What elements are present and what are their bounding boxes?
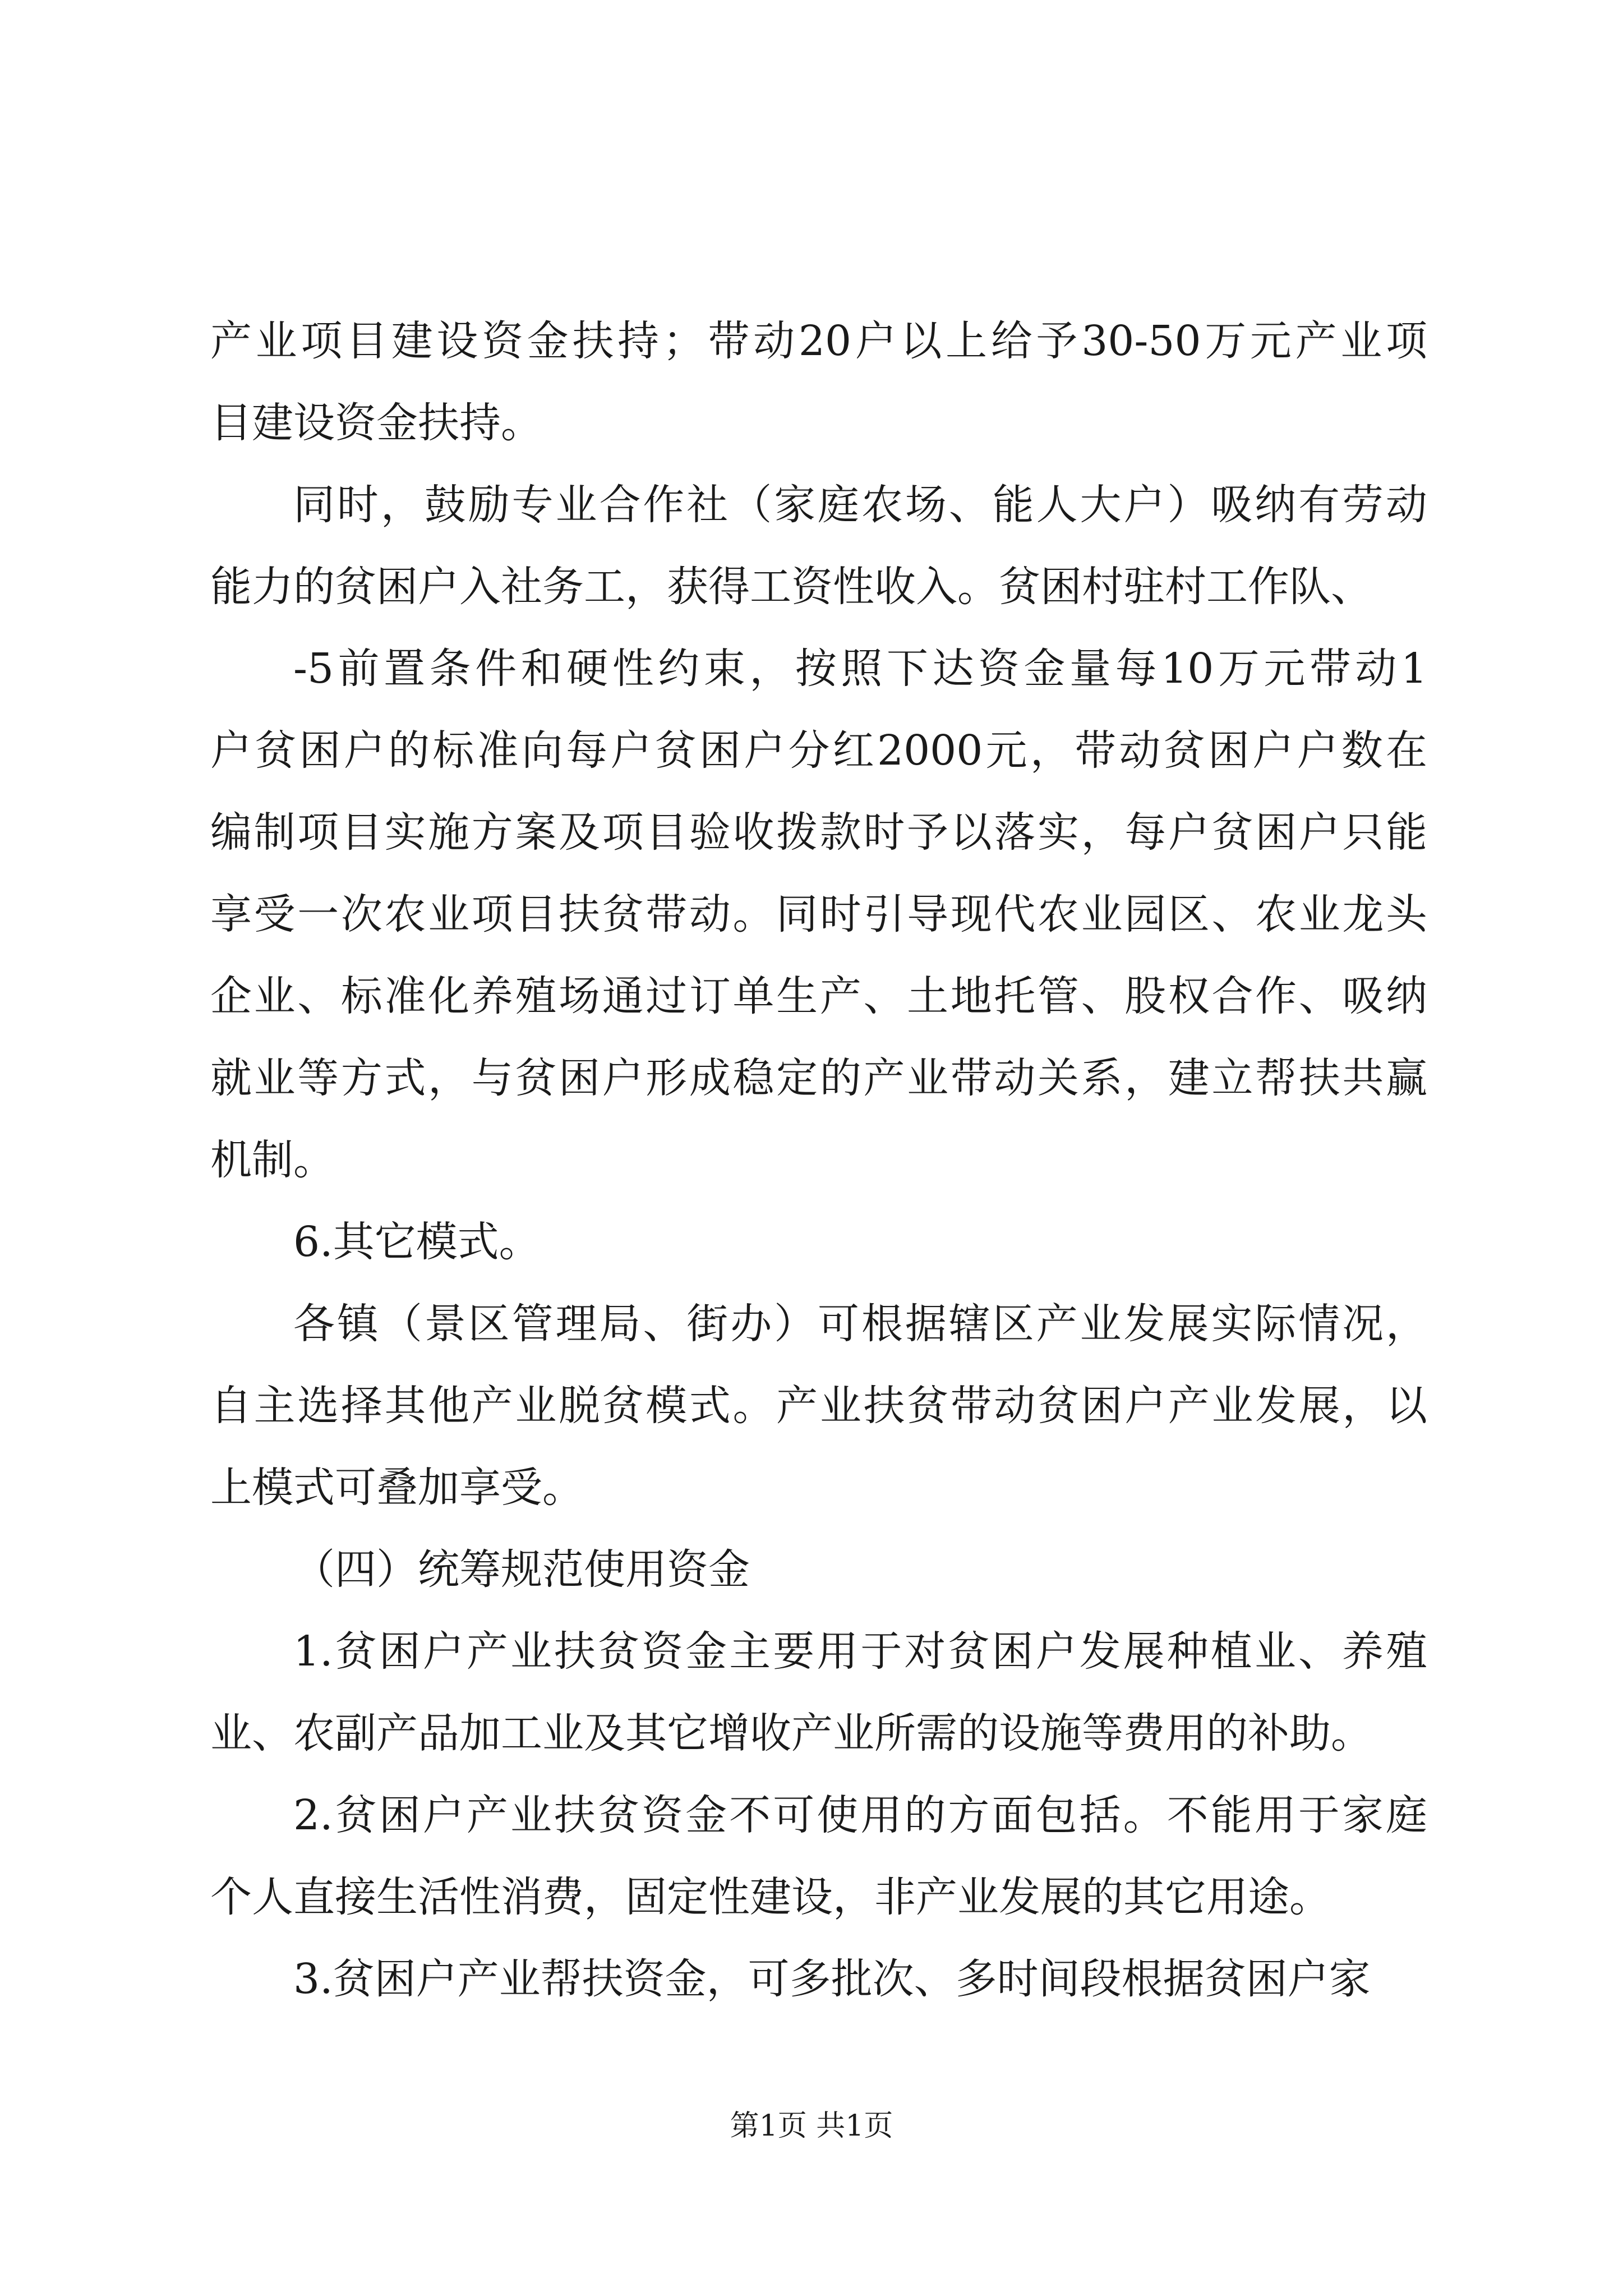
paragraph xyxy=(210,1283,1427,1529)
text-line: 机制。 xyxy=(210,1136,335,1184)
text-line: 6.其它模式。 xyxy=(293,1218,541,1266)
text-line: 能力的贫困户入社务工，获得工资性收入。贫困村驻村工作队、 xyxy=(210,563,1372,611)
text-line: 自主选择其他产业脱贫模式。产业扶贫带动贫困户产业发展，以 xyxy=(210,1382,1427,1430)
paragraph xyxy=(210,300,1427,464)
text-line: 编制项目实施方案及项目验收拨款时予以落实，每户贫困户只能 xyxy=(210,808,1427,857)
text-line: 业、农副产品加工业及其它增收产业所需的设施等费用的补助。 xyxy=(210,1709,1372,1757)
text-line: 产业项目建设资金扶持；带动20户以上给予30-50万元产业项 xyxy=(210,317,1427,365)
page-footer: 第1页 共1页 xyxy=(730,2109,893,2143)
paragraph xyxy=(210,628,1427,1201)
text-line: 享受一次农业项目扶贫带动。同时引导现代农业园区、农业龙头 xyxy=(210,890,1427,938)
text-line: 同时，鼓励专业合作社（家庭农场、能人大户）吸纳有劳动 xyxy=(293,481,1427,529)
text-line: 2.贫困户产业扶贫资金不可使用的方面包括。不能用于家庭 xyxy=(293,1791,1427,1839)
paragraph xyxy=(210,1201,1427,1283)
paragraph xyxy=(210,1529,1427,1611)
text-line: -5前置条件和硬性约束，按照下达资金量每10万元带动1 xyxy=(293,645,1427,693)
text-line: 3.贫困户产业帮扶资金，可多批次、多时间段根据贫困户家 xyxy=(293,1955,1371,2003)
paragraph xyxy=(210,464,1427,628)
text-line: （四）统筹规范使用资金 xyxy=(293,1545,750,1594)
paragraph xyxy=(210,1774,1427,1938)
text-line: 企业、标准化养殖场通过订单生产、土地托管、股权合作、吸纳 xyxy=(210,972,1427,1020)
text-line: 上模式可叠加享受。 xyxy=(210,1464,584,1512)
paragraph xyxy=(210,1611,1427,1774)
text-line: 目建设资金扶持。 xyxy=(210,399,542,447)
document-body xyxy=(210,300,1427,2020)
text-line: 1.贫困户产业扶贫资金主要用于对贫困户发展种植业、养殖 xyxy=(293,1627,1427,1676)
text-line: 各镇（景区管理局、街办）可根据辖区产业发展实际情况， xyxy=(293,1300,1427,1348)
text-line: 户贫困户的标准向每户贫困户分红2000元，带动贫困户户数在 xyxy=(210,726,1427,775)
text-line: 个人直接生活性消费，固定性建设，非产业发展的其它用途。 xyxy=(210,1873,1331,1921)
text-line: 就业等方式，与贫困户形成稳定的产业带动关系，建立帮扶共赢 xyxy=(210,1054,1427,1102)
paragraph xyxy=(210,1938,1427,2020)
